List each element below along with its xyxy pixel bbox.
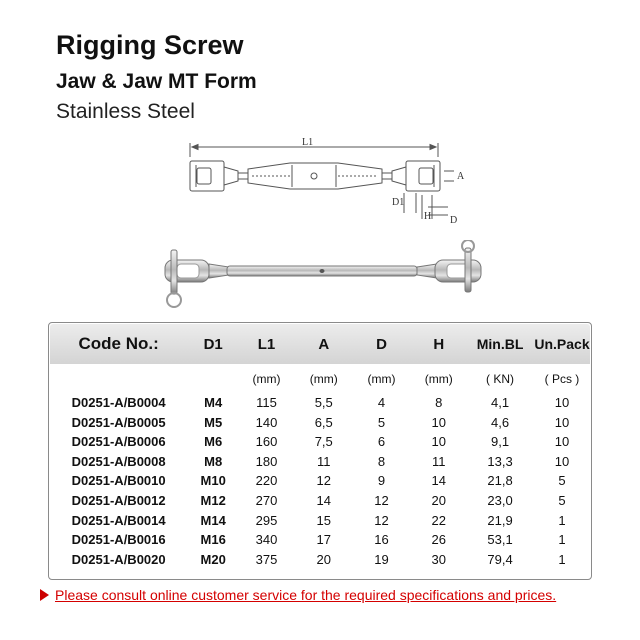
un-pack-cell: 10 (554, 414, 570, 430)
table-row (49, 550, 591, 570)
h-cell: 30 (431, 551, 446, 567)
code-cell: D0251-A/B0020 (71, 551, 166, 567)
min-bl-cell: 4,6 (491, 414, 510, 430)
a-cell: 6,5 (314, 414, 333, 430)
min-bl-cell: 21,8 (487, 473, 513, 489)
code-cell: D0251-A/B0012 (71, 492, 166, 508)
table-row (49, 413, 591, 433)
d-cell: 4 (377, 395, 386, 410)
h-cell: 11 (431, 453, 446, 469)
d1-cell: M6 (204, 434, 223, 450)
col-header-l1: L1 (257, 335, 276, 353)
table-row (49, 471, 591, 491)
l1-cell: 295 (255, 512, 278, 528)
h-cell: 14 (431, 473, 446, 489)
unit-cell: (mm) (309, 372, 338, 386)
min-bl-cell: 23,0 (487, 492, 513, 508)
table-row (49, 432, 591, 452)
min-bl-cell: 9,1 (491, 434, 510, 450)
d1-cell: M14 (200, 512, 226, 528)
d-cell: 6 (377, 434, 386, 450)
un-pack-cell: 1 (558, 551, 566, 567)
h-cell: 8 (435, 395, 443, 410)
d1-cell: M10 (200, 473, 226, 489)
col-header-min-bl: Min.BL (476, 336, 524, 352)
code-cell: D0251-A/B0008 (71, 453, 166, 469)
notice-link[interactable] (40, 585, 556, 605)
h-cell: 20 (431, 492, 446, 508)
l1-cell: 180 (255, 453, 278, 469)
spec-table (49, 323, 591, 569)
un-pack-cell: 5 (558, 492, 566, 508)
l1-cell: 115 (256, 395, 277, 410)
d-cell: 16 (374, 532, 389, 548)
un-pack-cell: 10 (554, 434, 570, 450)
arrow-right-icon (40, 589, 49, 601)
a-cell: 14 (316, 492, 331, 508)
col-header-un-pack: Un.Pack (534, 336, 590, 352)
d-cell: 5 (377, 414, 386, 430)
table-row (49, 393, 591, 413)
unit-cell: (mm) (367, 372, 396, 386)
un-pack-cell: 5 (558, 473, 566, 489)
h-cell: 10 (431, 434, 446, 450)
l1-cell: 160 (255, 434, 278, 450)
l1-cell: 270 (255, 492, 278, 508)
d-cell: 12 (374, 512, 389, 528)
product-title: Rigging Screw (56, 30, 244, 60)
table-row (49, 530, 591, 550)
units-row (49, 365, 591, 393)
col-header-d1: D1 (203, 335, 223, 353)
h-cell: 26 (431, 532, 446, 548)
min-bl-cell: 79,4 (487, 551, 513, 567)
unit-cell: (mm) (252, 372, 281, 386)
notice-text[interactable]: Please consult online customer service for the required specifications and prices. (55, 587, 557, 603)
product-subtitle: Jaw & Jaw MT Form (56, 70, 257, 93)
d1-cell: M5 (204, 414, 223, 430)
code-cell: D0251-A/B0010 (71, 473, 166, 489)
un-pack-cell: 10 (554, 395, 570, 410)
un-pack-cell: 1 (558, 512, 566, 528)
a-cell: 5,5 (314, 395, 333, 410)
l1-cell: 140 (255, 414, 278, 430)
code-cell: D0251-A/B0006 (71, 434, 166, 450)
unit-cell: (mm) (424, 372, 453, 386)
d1-cell: M16 (200, 532, 226, 548)
dim-label-d1: D1 (392, 197, 405, 208)
unit-cell (49, 365, 188, 393)
min-bl-cell: 13,3 (487, 453, 513, 469)
a-cell: 12 (316, 473, 331, 489)
col-header-a: A (318, 335, 330, 353)
l1-cell: 220 (255, 473, 278, 489)
unit-cell: ( Pcs ) (544, 372, 580, 386)
h-cell: 10 (431, 414, 446, 430)
product-photo (155, 240, 495, 315)
d1-cell: M12 (200, 492, 226, 508)
code-cell: D0251-A/B0014 (71, 512, 166, 528)
min-bl-cell: 53,1 (487, 532, 513, 548)
d-cell: 12 (374, 492, 389, 508)
d1-cell: M4 (204, 395, 223, 410)
table-row (49, 511, 591, 531)
d1-cell: M8 (204, 453, 223, 469)
d1-cell: M20 (200, 551, 226, 567)
table-row (49, 491, 591, 511)
unit-cell: ( KN) (486, 372, 515, 386)
d-cell: 8 (377, 453, 386, 469)
code-cell: D0251-A/B0004 (71, 395, 166, 410)
min-bl-cell: 4,1 (491, 395, 510, 410)
min-bl-cell: 21,9 (487, 512, 513, 528)
dim-label-a: A (457, 171, 465, 182)
code-cell: D0251-A/B0016 (71, 532, 166, 548)
dim-label-d: D (450, 215, 458, 226)
d-cell: 9 (377, 473, 386, 489)
a-cell: 7,5 (314, 434, 333, 450)
a-cell: 11 (316, 453, 331, 469)
h-cell: 22 (431, 512, 446, 528)
spec-table-panel (48, 322, 592, 580)
technical-drawing (170, 135, 470, 235)
table-header-row (49, 323, 591, 365)
table-row (49, 452, 591, 472)
unit-cell (188, 365, 238, 393)
col-header-code: Code No.: (78, 334, 159, 353)
d-cell: 19 (374, 551, 389, 567)
dim-label-l1: L1 (302, 137, 314, 148)
code-cell: D0251-A/B0005 (71, 414, 166, 430)
l1-cell: 340 (255, 532, 278, 548)
col-header-d: D (376, 335, 387, 353)
col-header-h: H (433, 335, 445, 353)
product-material: Stainless Steel (56, 100, 195, 123)
dim-label-h: H (424, 211, 432, 222)
a-cell: 17 (316, 532, 331, 548)
un-pack-cell: 10 (554, 453, 570, 469)
a-cell: 20 (316, 551, 331, 567)
l1-cell: 375 (255, 551, 278, 567)
un-pack-cell: 1 (558, 532, 566, 548)
a-cell: 15 (316, 512, 331, 528)
